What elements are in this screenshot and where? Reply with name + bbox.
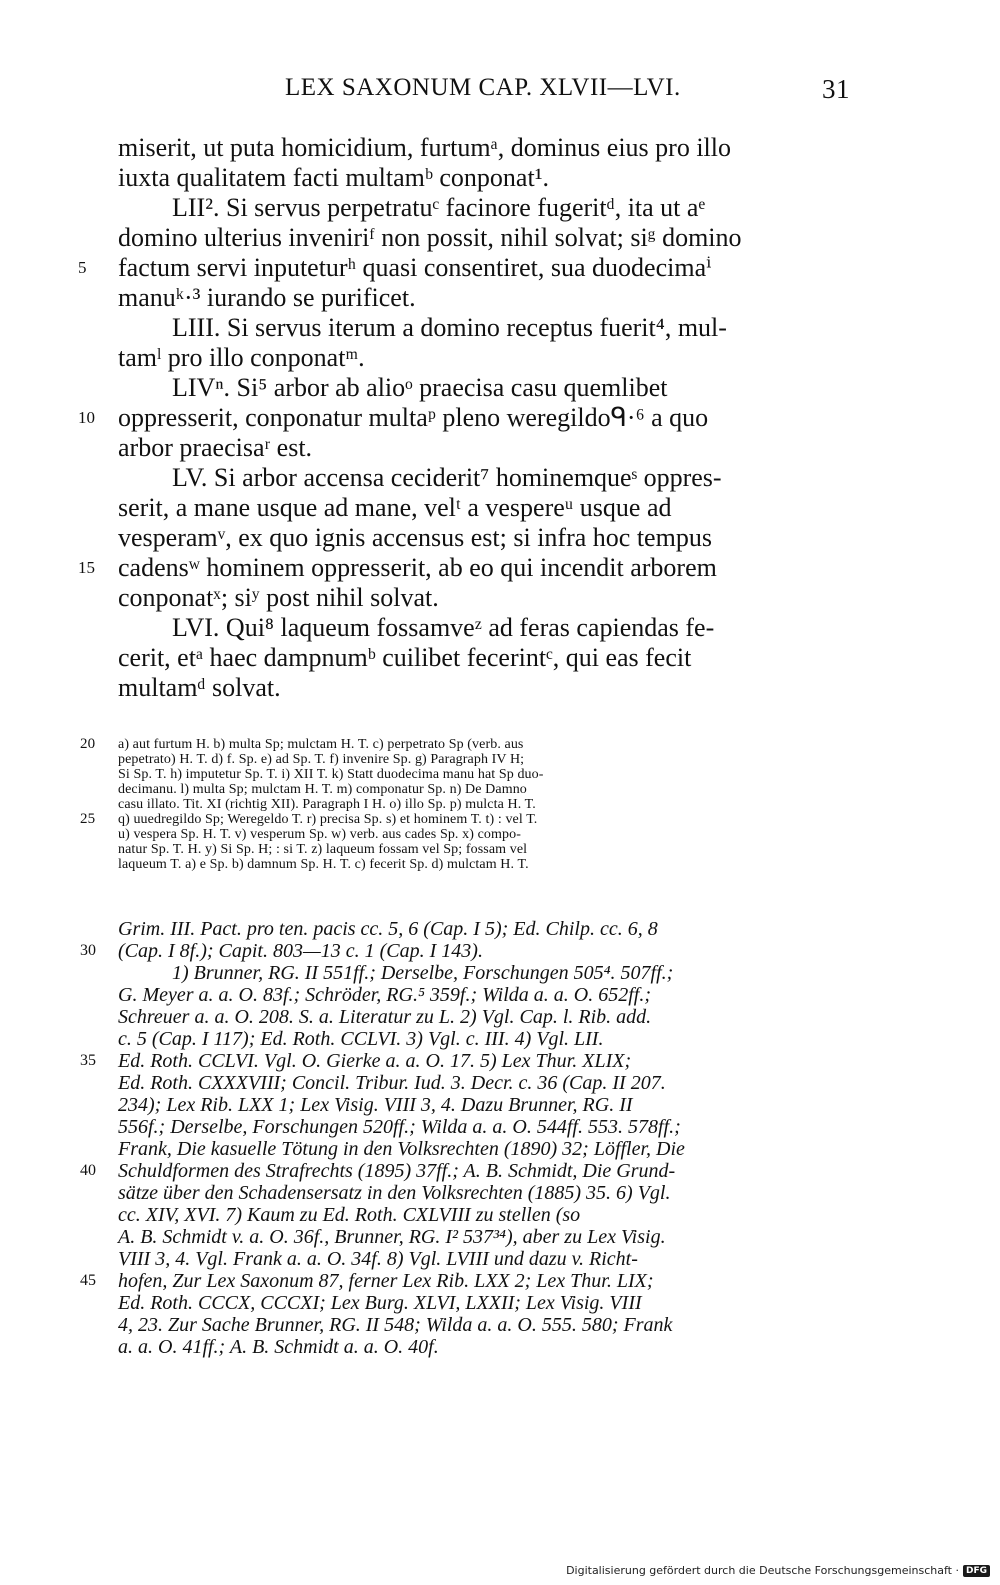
commentary-line bbox=[80, 1050, 853, 1072]
commentary-line-text: Schuldformen des Strafrechts (1895) 37ff.; A. B. Schmidt, Die Grund- bbox=[118, 1160, 676, 1182]
text-line bbox=[118, 433, 853, 463]
text-line-text: factum servi inputeturʰ quasi consentiret, sua duodecimaⁱ bbox=[118, 253, 712, 282]
apparatus-line-text: natur Sp. T. H. y) Si Sp. H; : si T. z) laqueum fossam vel Sp; fossam vel bbox=[118, 842, 528, 857]
text-line-text: conponatˣ; siʸ post nihil solvat. bbox=[118, 583, 439, 612]
page-number: 31 bbox=[822, 74, 850, 104]
apparatus-line-text: q) uuedregildo Sp; Weregeldo T. r) precisa Sp. s) et hominem T. t) : vel T. bbox=[118, 812, 538, 827]
commentary-line bbox=[118, 1292, 853, 1314]
critical-apparatus bbox=[80, 736, 853, 872]
text-line bbox=[118, 133, 853, 163]
text-line bbox=[118, 523, 853, 553]
line-number: 30 bbox=[80, 942, 96, 959]
text-line-text: iuxta qualitatem facti multamᵇ conponat¹. bbox=[118, 163, 549, 192]
commentary-line bbox=[80, 1160, 853, 1182]
commentary-line bbox=[118, 1138, 853, 1160]
commentary-line-text: 1) Brunner, RG. II 551ff.; Derselbe, Forschungen 505⁴. 507ff.; bbox=[172, 962, 674, 984]
commentary-line-text: G. Meyer a. a. O. 83f.; Schröder, RG.⁵ 359f.; Wilda a. a. O. 652ff.; bbox=[118, 984, 651, 1006]
commentary-line-text: 234); Lex Rib. LXX 1; Lex Visig. VIII 3, 4. Dazu Brunner, RG. II bbox=[118, 1094, 633, 1116]
apparatus-line-text: u) vespera Sp. H. T. v) vesperum Sp. w) verb. aus cades Sp. x) compo- bbox=[118, 827, 521, 842]
commentary-line-text: sätze über den Schadensersatz in den Volksrechten (1885) 35. 6) Vgl. bbox=[118, 1182, 671, 1204]
running-title: LEX SAXONUM CAP. XLVII—LVI. bbox=[285, 74, 681, 101]
commentary-line-text: Ed. Roth. CCLVI. Vgl. O. Gierke a. a. O. 17. 5) Lex Thur. XLIX; bbox=[118, 1050, 632, 1072]
commentary-line bbox=[80, 1270, 853, 1292]
commentary-line-text: Schreuer a. a. O. 208. S. a. Literatur zu L. 2) Vgl. Cap. l. Rib. add. bbox=[118, 1006, 652, 1028]
commentary-line bbox=[118, 962, 853, 984]
commentary-line-text: Ed. Roth. CXXXVIII; Concil. Tribur. Iud. 3. Decr. c. 36 (Cap. II 207. bbox=[118, 1072, 666, 1094]
commentary-line-text: hofen, Zur Lex Saxonum 87, ferner Lex Rib. LXX 2; Lex Thur. LIX; bbox=[118, 1270, 654, 1292]
text-line bbox=[118, 583, 853, 613]
commentary-line-text: Grim. III. Pact. pro ten. pacis cc. 5, 6 (Cap. I 5); Ed. Chilp. cc. 6, 8 bbox=[118, 918, 658, 940]
text-line-text: arbor praecisaʳ est. bbox=[118, 433, 313, 462]
text-line-text: oppresserit, conponatur multaᵖ pleno weregildoᑫ·⁶ a quo bbox=[118, 403, 709, 432]
text-line bbox=[78, 253, 853, 283]
footer-credit: Digitalisierung gefördert durch die Deutsche Forschungsgemeinschaft · bbox=[566, 1564, 959, 1577]
commentary-line bbox=[118, 1226, 853, 1248]
commentary-line bbox=[118, 1006, 853, 1028]
apparatus-line bbox=[118, 752, 853, 767]
apparatus-line bbox=[80, 736, 853, 752]
commentary-line-text: (Cap. I 8f.); Capit. 803—13 c. 1 (Cap. I 143). bbox=[118, 940, 483, 962]
commentary-line-text: VIII 3, 4. Vgl. Frank a. a. O. 34f. 8) Vgl. LVIII und dazu v. Richt- bbox=[118, 1248, 638, 1270]
line-number: 10 bbox=[78, 408, 95, 427]
text-line-text: vesperamᵛ, ex quo ignis accensus est; si infra hoc tempus bbox=[118, 523, 712, 552]
text-line bbox=[118, 223, 853, 253]
line-number: 40 bbox=[80, 1162, 96, 1179]
text-line bbox=[118, 163, 853, 193]
text-line bbox=[118, 493, 853, 523]
apparatus-line bbox=[118, 767, 853, 782]
text-line bbox=[118, 613, 853, 643]
line-number: 15 bbox=[78, 558, 95, 577]
text-line-text: miserit, ut puta homicidium, furtumᵃ, dominus eius pro illo bbox=[118, 133, 732, 162]
commentary-line bbox=[118, 1072, 853, 1094]
apparatus-line bbox=[118, 842, 853, 857]
commentary-line-text: 4, 23. Zur Sache Brunner, RG. II 548; Wilda a. a. O. 555. 580; Frank bbox=[118, 1314, 673, 1336]
text-line-text: LIII. Si servus iterum a domino receptus fuerit⁴, mul- bbox=[172, 313, 727, 342]
commentary-line-text: 556f.; Derselbe, Forschungen 520ff.; Wilda a. a. O. 544ff. 553. 578ff.; bbox=[118, 1116, 681, 1138]
commentary-line bbox=[118, 918, 853, 940]
text-line bbox=[118, 193, 853, 223]
apparatus-line-text: a) aut furtum H. b) multa Sp; mulctam H. T. c) perpetrato Sp (verb. aus bbox=[118, 737, 524, 752]
commentary-line-text: A. B. Schmidt v. a. O. 36f., Brunner, RG. I² 537³⁴), aber zu Lex Visig. bbox=[118, 1226, 666, 1248]
text-line-text: manuᵏ·³ iurando se purificet. bbox=[118, 283, 416, 312]
text-line-text: LIVⁿ. Si⁵ arbor ab alioᵒ praecisa casu quemlibet bbox=[172, 373, 668, 402]
apparatus-line-text: decimanu. l) multa Sp; mulctam H. T. m) componatur Sp. n) De Damno bbox=[118, 782, 527, 797]
apparatus-line bbox=[118, 782, 853, 797]
line-number: 5 bbox=[78, 258, 87, 277]
footer bbox=[566, 1564, 990, 1577]
line-number: 25 bbox=[80, 811, 96, 827]
text-line bbox=[78, 553, 853, 583]
commentary-line bbox=[118, 1094, 853, 1116]
apparatus-line-text: Si Sp. T. h) imputetur Sp. T. i) XII T. k) Statt duodecima manu hat Sp duo- bbox=[118, 767, 544, 782]
apparatus-line bbox=[118, 797, 853, 812]
text-line-text: cerit, etᵃ haec dampnumᵇ cuilibet fecerintᶜ, qui eas fecit bbox=[118, 643, 692, 672]
text-line-text: cadensʷ hominem oppresserit, ab eo qui incendit arborem bbox=[118, 553, 717, 582]
text-line-text: tamˡ pro illo conponatᵐ. bbox=[118, 343, 365, 372]
commentary-line bbox=[118, 1336, 853, 1358]
text-line bbox=[118, 373, 853, 403]
commentary-line bbox=[118, 1204, 853, 1226]
text-line bbox=[118, 343, 853, 373]
commentary-line bbox=[80, 940, 853, 962]
apparatus-line-text: laqueum T. a) e Sp. b) damnum Sp. H. T. c) fecerit Sp. d) mulctam H. T. bbox=[118, 857, 529, 872]
commentary-line bbox=[118, 1116, 853, 1138]
apparatus-line bbox=[118, 857, 853, 872]
commentary-line bbox=[118, 1028, 853, 1050]
commentary-notes bbox=[80, 918, 853, 1358]
apparatus-line bbox=[118, 827, 853, 842]
commentary-line bbox=[118, 1248, 853, 1270]
commentary-line-text: a. a. O. 41ff.; A. B. Schmidt a. a. O. 40f. bbox=[118, 1336, 439, 1358]
commentary-line-text: Ed. Roth. CCCX, CCCXI; Lex Burg. XLVI, LXXII; Lex Visig. VIII bbox=[118, 1292, 642, 1314]
text-line bbox=[118, 313, 853, 343]
main-text bbox=[78, 133, 853, 703]
text-line-text: domino ulterius inveniriᶠ non possit, nihil solvat; siᵍ domino bbox=[118, 223, 742, 252]
line-number: 45 bbox=[80, 1272, 96, 1289]
dfg-logo-icon: DFG bbox=[963, 1565, 990, 1577]
text-line-text: serit, a mane usque ad mane, velᵗ a vespereᵘ usque ad bbox=[118, 493, 672, 522]
text-line-text: LV. Si arbor accensa ceciderit⁷ hominemqueˢ oppres- bbox=[172, 463, 722, 492]
text-line-text: LVI. Qui⁸ laqueum fossamveᶻ ad feras capiendas fe- bbox=[172, 613, 715, 642]
text-line bbox=[118, 673, 853, 703]
commentary-line-text: c. 5 (Cap. I 117); Ed. Roth. CCLVI. 3) Vgl. c. III. 4) Vgl. LII. bbox=[118, 1028, 604, 1050]
apparatus-line bbox=[80, 811, 853, 827]
apparatus-line-text: pepetrato) H. T. d) f. Sp. e) ad Sp. T. f) invenire Sp. g) Paragraph IV H; bbox=[118, 752, 525, 767]
commentary-line bbox=[118, 984, 853, 1006]
text-line-text: multamᵈ solvat. bbox=[118, 673, 281, 702]
text-line-text: LII². Si servus perpetratuᶜ facinore fugeritᵈ, ita ut aᵉ bbox=[172, 193, 706, 222]
apparatus-line-text: casu illato. Tit. XI (richtig XII). Paragraph I H. o) illo Sp. p) mulcta H. T. bbox=[118, 797, 536, 812]
commentary-line-text: Frank, Die kasuelle Tötung in den Volksrechten (1890) 32; Löffler, Die bbox=[118, 1138, 685, 1160]
text-line bbox=[118, 463, 853, 493]
text-line bbox=[118, 283, 853, 313]
line-number: 35 bbox=[80, 1052, 96, 1069]
text-line bbox=[118, 643, 853, 673]
line-number: 20 bbox=[80, 736, 96, 752]
commentary-line-text: cc. XIV, XVI. 7) Kaum zu Ed. Roth. CXLVIII zu stellen (so bbox=[118, 1204, 581, 1226]
commentary-line bbox=[118, 1182, 853, 1204]
text-line bbox=[78, 403, 853, 433]
commentary-line bbox=[118, 1314, 853, 1336]
